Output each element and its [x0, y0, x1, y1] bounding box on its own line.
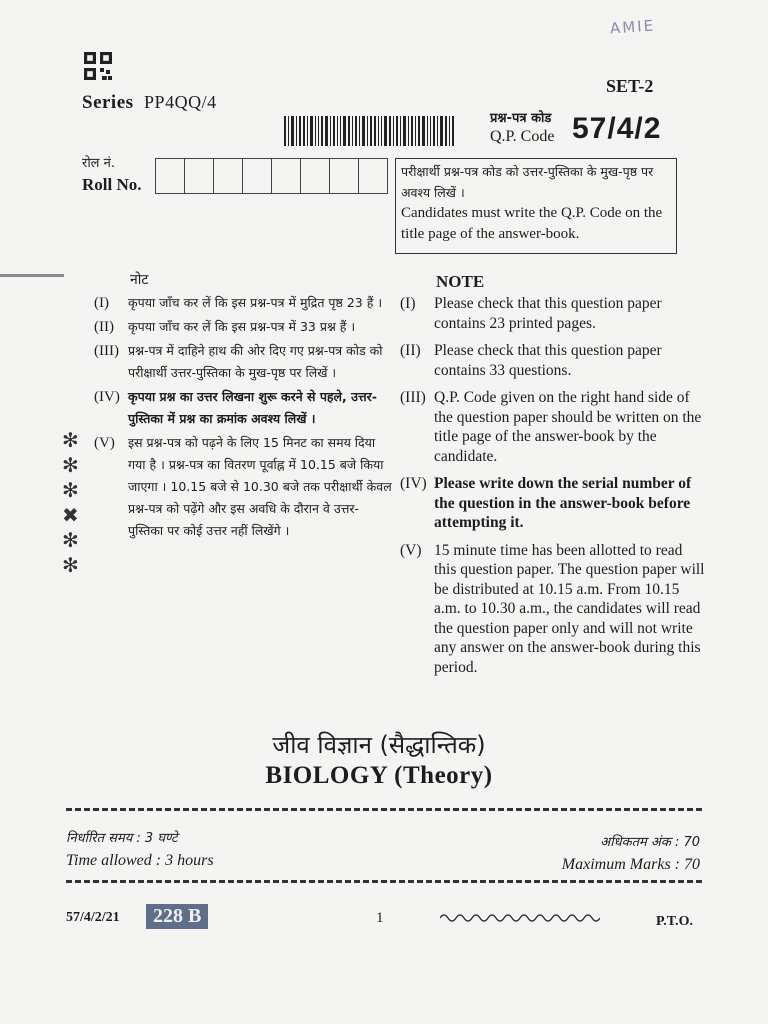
barcode-bar — [408, 116, 409, 146]
barcode-bar — [348, 116, 350, 146]
barcode-bar — [430, 116, 431, 146]
barcode-bar — [337, 116, 338, 146]
item-text: कृपया जाँच कर लें कि इस प्रश्न-पत्र में मुद्रित पृष्ठ 23 हैं । — [128, 295, 383, 310]
item-text: Q.P. Code given on the right hand side of the question paper should be written on the title page of the answer-book by the candidate. — [434, 389, 702, 465]
item-number: (V) — [400, 541, 422, 559]
barcode-bar — [330, 116, 331, 146]
barcode-bar — [384, 116, 387, 146]
note-hindi-item — [94, 316, 394, 338]
page-number: 1 — [376, 910, 384, 926]
note-english-heading: NOTE — [436, 272, 485, 291]
asterisk-icon: ✻ — [62, 453, 79, 477]
barcode-bar — [422, 116, 425, 146]
roll-number-box[interactable] — [184, 158, 214, 194]
barcode — [284, 116, 470, 146]
item-text: Please check that this question paper contains 23 printed pages. — [434, 295, 662, 332]
item-number: (IV) — [400, 475, 427, 492]
barcode-bar — [296, 116, 297, 146]
item-text: Please write down the serial number of the question in the answer-book before attempting it. — [434, 475, 692, 531]
roll-number-box[interactable] — [300, 158, 330, 194]
squiggle-line-icon — [440, 912, 600, 924]
barcode-bar — [284, 116, 286, 146]
series-code: PP4QQ/4 — [144, 92, 217, 112]
item-text: कृपया प्रश्न का उत्तर लिखना शुरू करने से पहले, उत्तर-पुस्तिका में प्रश्न का क्रमांक अवश्य लिखें । — [128, 389, 377, 426]
barcode-bar — [288, 116, 289, 146]
note-hindi-item — [94, 386, 394, 430]
barcode-bar — [440, 116, 443, 146]
barcode-bar — [340, 116, 341, 146]
barcode-bar — [403, 116, 406, 146]
asterisk-icon: ✻ — [62, 428, 79, 452]
barcode-bar — [307, 116, 308, 146]
barcode-bar — [378, 116, 379, 146]
asterisk-icon: ✖ — [62, 503, 79, 527]
qp-code-label: Q.P. Code — [490, 128, 555, 145]
barcode-bar — [321, 116, 323, 146]
barcode-bar — [367, 116, 368, 146]
roll-number-hindi-label: रोल नं. — [82, 156, 115, 171]
item-text: इस प्रश्न-पत्र को पढ़ने के लिए 15 मिनट का समय दिया गया है । प्रश्न-पत्र का वितरण पूर्वाह्न में 10.15 बजे किया जाएगा । 10.15 बजे से 10.30 बजे तक परीक्षार्थी केवल प्रश्न-पत्र को पढ़ेंगे और इस अवधि के दौरान वे उत्तर-पुस्तिका पर कोई उत्तर नहीं लिखेंगे । — [128, 435, 392, 538]
note-hindi-list — [94, 292, 394, 544]
asterisk-icon: ✻ — [62, 553, 79, 577]
barcode-bar — [437, 116, 438, 146]
roll-number-box[interactable] — [271, 158, 301, 194]
barcode-bar — [362, 116, 365, 146]
barcode-bar — [374, 116, 376, 146]
handwritten-mark: AMIE — [609, 16, 656, 38]
roll-number-box[interactable] — [329, 158, 359, 194]
note-english-list — [400, 294, 706, 685]
barcode-bar — [303, 116, 305, 146]
item-text: 15 minute time has been allotted to read this question paper. The question paper will be distributed at 10.15 a.m. From 10.15 a.m. to 10.30 a.m., the candidates will read the question paper only and will not write any answer on the answer-book during this period. — [434, 541, 705, 676]
item-number: (V) — [94, 435, 115, 451]
footer-badge: 228 B — [146, 904, 208, 929]
item-text: Please check that this question paper contains 33 questions. — [434, 342, 662, 379]
series-line — [82, 92, 217, 114]
note-hindi-item — [94, 340, 394, 384]
barcode-bar — [445, 116, 447, 146]
item-number: (I) — [400, 295, 416, 312]
time-allowed: Time allowed : 3 hours — [66, 852, 214, 869]
qp-code-value: 57/4/2 — [572, 112, 662, 145]
barcode-bar — [333, 116, 335, 146]
margin-line — [0, 274, 64, 277]
item-number: (IV) — [94, 389, 120, 405]
subject-title: BIOLOGY (Theory) — [265, 762, 493, 789]
barcode-bar — [389, 116, 391, 146]
please-turn-over: P.T.O. — [656, 914, 693, 929]
barcode-bar — [449, 116, 450, 146]
barcode-bar — [325, 116, 328, 146]
barcode-bar — [381, 116, 382, 146]
roll-number-box[interactable] — [155, 158, 185, 194]
note-hindi-item — [94, 292, 394, 314]
qr-code-icon — [84, 52, 112, 80]
note-english-item — [400, 341, 706, 380]
qp-code-notice-box — [395, 158, 677, 254]
barcode-bar — [418, 116, 420, 146]
barcode-bar — [318, 116, 319, 146]
barcode-bar — [315, 116, 316, 146]
barcode-bar — [411, 116, 413, 146]
roll-number-boxes — [156, 158, 388, 194]
barcode-bar — [352, 116, 353, 146]
roll-number-box[interactable] — [213, 158, 243, 194]
subject-title-hindi: जीव विज्ञान (सैद्धान्तिक) — [272, 731, 486, 759]
series-label: Series — [82, 92, 134, 113]
note-english-item — [400, 474, 706, 533]
barcode-bar — [393, 116, 394, 146]
item-text: कृपया जाँच कर लें कि इस प्रश्न-पत्र में 33 प्रश्न हैं । — [128, 319, 356, 334]
item-number: (II) — [400, 342, 421, 359]
qp-code-hindi-label: प्रश्न-पत्र कोड — [490, 111, 552, 126]
barcode-bar — [427, 116, 428, 146]
barcode-bar — [343, 116, 346, 146]
barcode-bar — [400, 116, 401, 146]
notice-english-text: Candidates must write the Q.P. Code on the title page of the answer-book. — [401, 205, 663, 242]
roll-number-box[interactable] — [242, 158, 272, 194]
notice-hindi-text: परीक्षार्थी प्रश्न-पत्र कोड को उत्तर-पुस्तिका के मुख-पृष्ठ पर अवश्य लिखें । — [401, 164, 654, 200]
item-number: (III) — [400, 389, 426, 406]
maximum-marks-hindi: अधिकतम अंक : 70 — [600, 835, 700, 850]
barcode-bar — [396, 116, 398, 146]
barcode-bar — [359, 116, 360, 146]
time-allowed-hindi: निर्धारित समय : 3 घण्टे — [66, 831, 178, 846]
roll-number-label: Roll No. — [82, 175, 142, 194]
item-number: (III) — [94, 343, 119, 359]
item-number: (II) — [94, 319, 114, 335]
barcode-bar — [355, 116, 357, 146]
asterisk-icon: ✻ — [62, 478, 79, 502]
barcode-bar — [433, 116, 435, 146]
note-english-item — [400, 541, 706, 678]
set-label: SET-2 — [606, 76, 654, 96]
item-number: (I) — [94, 295, 109, 311]
note-english-item — [400, 294, 706, 333]
barcode-bar — [310, 116, 313, 146]
divider-top — [66, 808, 702, 811]
footer-paper-code: 57/4/2/21 — [66, 910, 120, 925]
note-english-item — [400, 388, 706, 466]
barcode-bar — [370, 116, 372, 146]
barcode-bar — [415, 116, 416, 146]
note-hindi-item — [94, 432, 394, 542]
barcode-bar — [291, 116, 294, 146]
divider-bottom — [66, 880, 702, 883]
asterisk-icon: ✻ — [62, 528, 79, 552]
roll-number-box[interactable] — [358, 158, 388, 194]
asterisk-column — [62, 428, 86, 578]
barcode-bar — [299, 116, 301, 146]
item-text: प्रश्न-पत्र में दाहिने हाथ की ओर दिए गए प्रश्न-पत्र कोड को परीक्षार्थी उत्तर-पुस्तिका के मुख-पृष्ठ पर लिखें । — [128, 343, 383, 380]
note-hindi-heading: नोट — [130, 272, 149, 288]
maximum-marks: Maximum Marks : 70 — [561, 856, 700, 873]
barcode-bar — [452, 116, 454, 146]
